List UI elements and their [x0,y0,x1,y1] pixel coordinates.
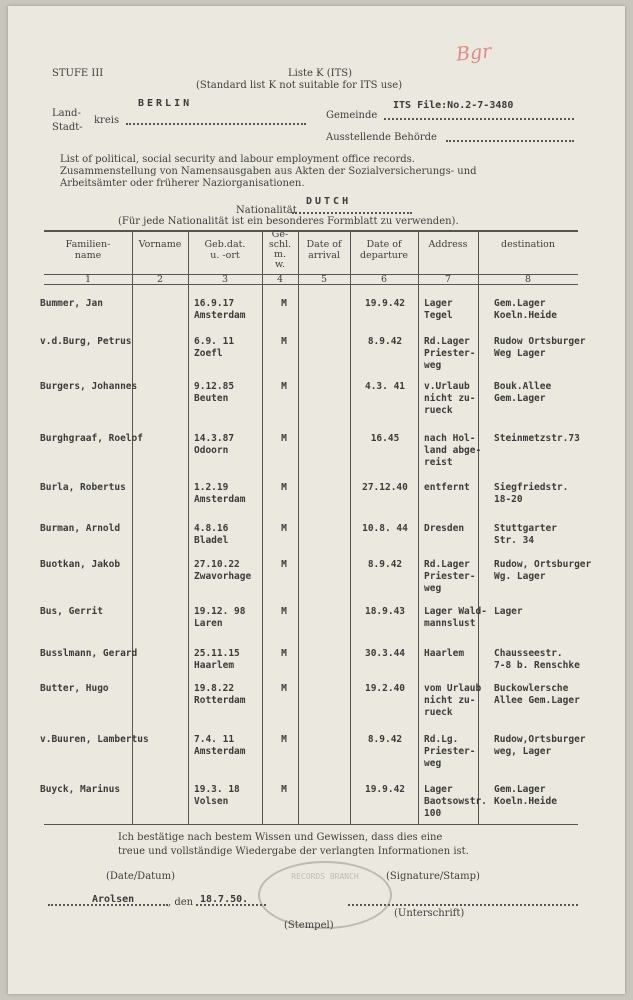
cell-name: Burghgraaf, Roelof [40,433,143,444]
cell-sex: M [281,298,287,309]
column-number: 6 [380,274,388,285]
date-label: (Date/Datum) [106,871,176,882]
unterschrift-label: (Unterschrift) [394,908,465,919]
cell-dest: Steinmetzstr.73 [494,433,580,444]
cell-dest: Chausseestr. 7-8 b. Renschke [494,648,580,671]
cell-dest: Siegfriedstr. 18-20 [494,482,569,505]
kreis-value: BERLIN [138,98,193,109]
cell-name: Butter, Hugo [40,683,109,694]
cell-addr: v.Urlaub nicht zu- rueck [424,381,476,416]
cell-sex: M [281,734,287,745]
cell-addr: nach Hol- land abge- reist [424,433,482,468]
list-title: Liste K (ITS) [288,68,353,79]
cell-addr: Lager Baotsowstr. 100 [424,784,487,819]
cell-name: v.d.Burg, Petrus [40,336,132,347]
cell-dep: 8.9.42 [367,336,403,347]
cell-addr: Lager Wald- mannslust [424,606,487,629]
cell-dep: 10.8. 44 [362,523,408,534]
column-header-destination: destination [501,239,555,250]
cell-sex: M [281,336,287,347]
cell-addr: Rd.Lager Priester- weg [424,559,476,594]
cell-name: Bus, Gerrit [40,606,103,617]
column-header-surname: Familien- name [65,239,111,261]
cell-addr: vom Urlaub nicht zu- rueck [424,683,482,718]
list-subtitle: (Standard list K not suitable for ITS use) [196,80,403,91]
cell-addr: Rd.Lg. Priester- weg [424,734,476,769]
cell-dest: Gem.Lager Koeln.Heide [494,784,557,807]
cell-dep: 27.12.40 [362,482,408,493]
cell-dob: 16.9.17 Amsterdam [194,298,246,321]
description-line-1: List of political, social security and labour employment office records. [60,154,415,165]
cell-dob: 4.8.16 Bladel [194,523,229,546]
cell-dob: 6.9. 11 Zoefl [194,336,235,359]
cell-name: Buyck, Marinus [40,784,121,795]
cell-dob: 1.2.19 Amsterdam [194,482,246,505]
cell-addr: Rd.Lager Priester- weg [424,336,476,371]
cell-name: Bummer, Jan [40,298,103,309]
cell-dob: 27.10.22 Zwavorhage [194,559,252,582]
confirmation-line-2: treue und vollständige Wiedergabe der verlangten Informationen ist. [118,846,469,857]
column-number: 7 [444,274,452,285]
date-value: 18.7.50. [200,894,249,905]
cell-dep: 18.9.43 [364,606,406,617]
cell-name: Busslmann, Gerard [40,648,138,659]
cell-dep: 16.45 [370,433,400,444]
nationality-value: DUTCH [306,196,352,207]
cell-dest: Stuttgarter Str. 34 [494,523,557,546]
land-label: Land- [52,108,81,119]
cell-dest: Bouk.Allee Gem.Lager [494,381,552,404]
cell-sex: M [281,559,287,570]
cell-name: Burla, Robertus [40,482,126,493]
cell-dest: Rudow Ortsburger Weg Lager [494,336,586,359]
cell-dob: 19.8.22 Rotterdam [194,683,246,706]
cell-dep: 19.9.42 [364,298,406,309]
cell-name: Burman, Arnold [40,523,121,534]
cell-dob: 25.11.15 Haarlem [194,648,240,671]
column-header-address: Address [428,239,468,250]
gemeinde-label: Gemeinde [326,110,378,121]
cell-dob: 19.12. 98 Laren [194,606,246,629]
document-page [8,6,625,994]
cell-dob: 7.4. 11 Amsterdam [194,734,246,757]
cell-dob: 19.3. 18 Volsen [194,784,240,807]
cell-dob: 9.12.85 Beuten [194,381,235,404]
cell-sex: M [281,433,287,444]
cell-addr: entfernt [424,482,470,493]
cell-dest: Rudow,Ortsburger weg, Lager [494,734,586,757]
behoerde-label: Ausstellende Behörde [326,132,437,143]
cell-addr: Haarlem [424,648,465,659]
cell-addr: Lager Tegel [424,298,453,321]
cell-sex: M [281,381,287,392]
cell-sex: M [281,606,287,617]
confirmation-line-1: Ich bestätige nach bestem Wissen und Gewissen, dass dies eine [118,832,443,843]
cell-name: v.Buuren, Lambertus [40,734,149,745]
cell-sex: M [281,683,287,694]
column-number: 2 [156,274,164,285]
stempel-label: (Stempel) [284,920,334,931]
cell-name: Burgers, Johannes [40,381,138,392]
den-label: , den [168,897,194,908]
cell-dest: Gem.Lager Koeln.Heide [494,298,557,321]
kreis-label: kreis [94,115,120,126]
cell-dep: 30.3.44 [364,648,406,659]
stamp-text: RECORDS BRANCH [291,872,359,881]
stadt-label: Stadt- [52,122,83,133]
stufe-label: STUFE III [52,68,104,79]
cell-dest: Rudow, Ortsburger Wg. Lager [494,559,592,582]
cell-sex: M [281,648,287,659]
its-file-number: ITS File:No.2-7-3480 [393,100,514,111]
cell-dob: 14.3.87 Odoorn [194,433,235,456]
column-number: 1 [84,274,92,285]
cell-dest: Buckowlersche Allee Gem.Lager [494,683,580,706]
description-line-2: Zusammenstellung von Namensausgaben aus Akten der Sozialversicherungs- und [60,166,477,177]
cell-name: Buotkan, Jakob [40,559,121,570]
column-number: 3 [221,274,229,285]
column-header-departure: Date of departure [359,239,409,261]
cell-dest: Lager [494,606,523,617]
cell-dep: 8.9.42 [367,559,403,570]
signature-label: (Signature/Stamp) [386,871,480,882]
cell-sex: M [281,482,287,493]
cell-addr: Dresden [424,523,465,534]
cell-sex: M [281,784,287,795]
description-line-3: Arbeitsämter oder früherer Naziorganisationen. [60,178,305,189]
table-bottom-rule [44,824,578,825]
column-number: 4 [276,274,284,285]
nationality-label: Nationalität [236,205,297,216]
nationality-note: (Für jede Nationalität ist ein besonderes Formblatt zu verwenden). [118,216,459,227]
cell-dep: 4.3. 41 [364,381,406,392]
column-number: 8 [524,274,532,285]
column-header-birth: Geb.dat. u. -ort [204,239,246,261]
column-header-sex: Ge- schl. m. w. [268,229,292,270]
place-value: Arolsen [92,894,135,905]
column-header-arrival: Date of arrival [306,239,342,261]
cell-dep: 19.9.42 [364,784,406,795]
cell-dep: 8.9.42 [367,734,403,745]
handwritten-mark: Bgr [454,40,493,66]
cell-dep: 19.2.40 [364,683,406,694]
column-header-first-name: Vorname [138,239,182,250]
faint-stamp [258,861,392,929]
column-number: 5 [320,274,328,285]
table-top-rule [44,230,578,232]
cell-sex: M [281,523,287,534]
